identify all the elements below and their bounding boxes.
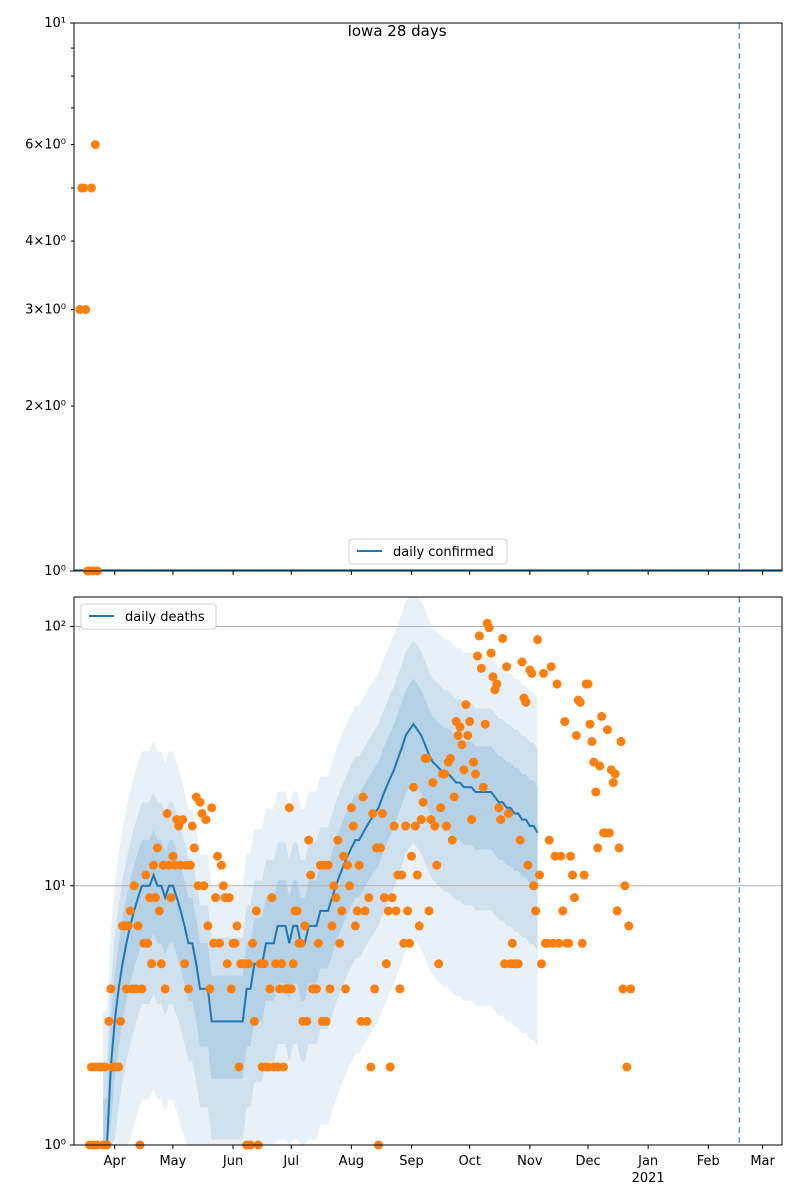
deaths-point [617, 737, 626, 746]
deaths-point [475, 631, 484, 640]
x-tick-label: Dec [575, 1154, 601, 1169]
deaths-point [351, 921, 360, 930]
deaths-point [603, 725, 612, 734]
deaths-point [424, 906, 433, 915]
deaths-point [304, 836, 313, 845]
deaths-point [331, 893, 340, 902]
deaths-point [609, 778, 618, 787]
deaths-point [157, 959, 166, 968]
deaths-point [155, 906, 164, 915]
confirmed-point [87, 183, 96, 192]
y-tick-label: 2×10⁰ [25, 399, 66, 415]
deaths-point [188, 822, 197, 831]
deaths-point [378, 809, 387, 818]
deaths-point [217, 861, 226, 870]
deaths-point [355, 861, 364, 870]
deaths-point [279, 1062, 288, 1071]
deaths-point [384, 906, 393, 915]
deaths-point [203, 921, 212, 930]
deaths-point [471, 769, 480, 778]
deaths-point [580, 871, 589, 880]
x-tick-label: Jan [638, 1154, 659, 1169]
deaths-point [469, 758, 478, 767]
deaths-point [492, 680, 501, 689]
deaths-point [415, 921, 424, 930]
deaths-point [362, 1017, 371, 1026]
x-tick-label: Jun [222, 1154, 244, 1169]
confirmed-point [81, 305, 90, 314]
chart-title: Iowa 28 days [347, 22, 447, 40]
deaths-point [539, 669, 548, 678]
deaths-point [376, 843, 385, 852]
deaths-point [518, 657, 527, 666]
deaths-point [413, 871, 422, 880]
deaths-point [521, 698, 530, 707]
deaths-point [479, 783, 488, 792]
deaths-point [572, 731, 581, 740]
deaths-point [360, 906, 369, 915]
confirmed-point [91, 140, 100, 149]
deaths-point [448, 836, 457, 845]
deaths-point [463, 731, 472, 740]
deaths-point [605, 828, 614, 837]
deaths-point [296, 939, 305, 948]
deaths-point [207, 803, 216, 812]
deaths-point [618, 984, 627, 993]
deaths-point [467, 815, 476, 824]
deaths-point [196, 798, 205, 807]
deaths-point [153, 843, 162, 852]
deaths-point [114, 1062, 123, 1071]
deaths-point [527, 669, 536, 678]
deaths-point [504, 809, 513, 818]
deaths-point [545, 836, 554, 845]
deaths-point [487, 649, 496, 658]
deaths-panel [44, 597, 782, 1186]
deaths-point [423, 754, 432, 763]
deaths-point [477, 664, 486, 673]
deaths-point [248, 939, 257, 948]
y-tick-label: 10² [44, 619, 66, 635]
x-tick-label: Aug [338, 1154, 365, 1169]
deaths-point [622, 1062, 631, 1071]
deaths-point [347, 803, 356, 812]
deaths-point [178, 815, 187, 824]
deaths-point [566, 852, 575, 861]
deaths-point [366, 1062, 375, 1071]
deaths-point [134, 921, 143, 930]
deaths-point [380, 893, 389, 902]
deaths-point [205, 984, 214, 993]
deaths-point [556, 852, 565, 861]
deaths-point [407, 852, 416, 861]
deaths-point [558, 906, 567, 915]
deaths-point [456, 722, 465, 731]
deaths-point [335, 939, 344, 948]
deaths-point [213, 852, 222, 861]
deaths-point [386, 1062, 395, 1071]
deaths-point [481, 720, 490, 729]
x-tick-label: Oct [458, 1154, 481, 1169]
x-tick-label: Jul [283, 1154, 300, 1169]
deaths-point [244, 959, 253, 968]
deaths-point [434, 959, 443, 968]
deaths-point [277, 959, 286, 968]
confirmed-panel [25, 16, 782, 579]
deaths-point [496, 815, 505, 824]
deaths-point [450, 793, 459, 802]
deaths-point [461, 700, 470, 709]
deaths-point [370, 984, 379, 993]
deaths-point [454, 731, 463, 740]
deaths-point [302, 1017, 311, 1026]
deaths-point [419, 798, 428, 807]
deaths-point [163, 809, 172, 818]
deaths-point [219, 881, 228, 890]
deaths-point [211, 893, 220, 902]
deaths-point [147, 959, 156, 968]
deaths-point [547, 662, 556, 671]
deaths-point [584, 680, 593, 689]
deaths-point [593, 843, 602, 852]
deaths-point [531, 906, 540, 915]
x-tick-label: Mar [750, 1154, 775, 1169]
deaths-point [560, 717, 569, 726]
deaths-point [322, 1017, 331, 1026]
deaths-point [409, 783, 418, 792]
deaths-point [442, 822, 451, 831]
deaths-point [339, 852, 348, 861]
deaths-point [552, 680, 561, 689]
deaths-point [306, 871, 315, 880]
deaths-point [293, 906, 302, 915]
deaths-point [199, 881, 208, 890]
deaths-point [329, 881, 338, 890]
deaths-point [529, 881, 538, 890]
deaths-point [232, 921, 241, 930]
deaths-point [124, 921, 133, 930]
deaths-point [516, 836, 525, 845]
deaths-point [615, 843, 624, 852]
deaths-point [428, 778, 437, 787]
deaths-point [440, 769, 449, 778]
deaths-point [578, 939, 587, 948]
deaths-point [168, 852, 177, 861]
deaths-point [343, 861, 352, 870]
deaths-point [591, 787, 600, 796]
x-tick-label: Feb [696, 1154, 720, 1169]
deaths-point [289, 959, 298, 968]
deaths-point [314, 939, 323, 948]
deaths-point [166, 893, 175, 902]
deaths-point [359, 793, 368, 802]
deaths-point [498, 634, 507, 643]
deaths-point [250, 1017, 259, 1026]
deaths-point [620, 881, 629, 890]
deaths-point [285, 803, 294, 812]
deaths-point [626, 984, 635, 993]
deaths-point [327, 921, 336, 930]
deaths-point [230, 939, 239, 948]
deaths-point [537, 959, 546, 968]
deaths-point [395, 984, 404, 993]
deaths-point [391, 906, 400, 915]
y-tick-label: 4×10⁰ [25, 234, 66, 250]
deaths-point [116, 1017, 125, 1026]
deaths-point [403, 906, 412, 915]
deaths-point [459, 765, 468, 774]
deaths-point [397, 871, 406, 880]
deaths-point [324, 861, 333, 870]
deaths-point [611, 769, 620, 778]
y-tick-label: 10⁰ [44, 1138, 66, 1153]
deaths-point [215, 939, 224, 948]
deaths-point [597, 712, 606, 721]
deaths-point [201, 815, 210, 824]
y-tick-label: 10⁰ [44, 564, 66, 579]
deaths-point [267, 893, 276, 902]
deaths-point [161, 984, 170, 993]
x-tick-label: May [159, 1154, 187, 1169]
deaths-point [554, 939, 563, 948]
y-tick-label: 10¹ [44, 16, 66, 31]
deaths-point [465, 717, 474, 726]
deaths-point [287, 984, 296, 993]
deaths-point [223, 959, 232, 968]
x-year-label: 2021 [631, 1171, 665, 1186]
deaths-point [234, 1062, 243, 1071]
y-tick-label: 6×10⁰ [25, 137, 66, 153]
deaths-point [364, 893, 373, 902]
deaths-point [101, 1062, 110, 1071]
deaths-point [570, 893, 579, 902]
deaths-point [390, 822, 399, 831]
deaths-point [265, 984, 274, 993]
deaths-point [141, 871, 150, 880]
legend-label: daily deaths [125, 610, 205, 625]
deaths-point [184, 984, 193, 993]
deaths-point [130, 881, 139, 890]
deaths-point [401, 822, 410, 831]
plot-frame [74, 23, 782, 571]
deaths-point [587, 737, 596, 746]
deaths-point [349, 822, 358, 831]
deaths-point [137, 984, 146, 993]
deaths-point [564, 939, 573, 948]
deaths-point [353, 906, 362, 915]
x-tick-label: Apr [103, 1154, 126, 1169]
deaths-point [225, 893, 234, 902]
deaths-point [312, 984, 321, 993]
deaths-point [388, 893, 397, 902]
deaths-point [624, 921, 633, 930]
deaths-point [106, 984, 115, 993]
deaths-point [535, 871, 544, 880]
deaths-point [149, 861, 158, 870]
deaths-point [252, 906, 261, 915]
deaths-point [585, 720, 594, 729]
deaths-point [417, 815, 426, 824]
deaths-point [405, 939, 414, 948]
deaths-point [382, 959, 391, 968]
deaths-point [190, 843, 199, 852]
confirmed-point [79, 183, 88, 192]
deaths-point [514, 959, 523, 968]
deaths-point [432, 861, 441, 870]
deaths-point [446, 754, 455, 763]
deaths-point [595, 761, 604, 770]
deaths-point [186, 861, 195, 870]
x-tick-label: Nov [517, 1154, 543, 1169]
deaths-point [151, 893, 160, 902]
deaths-point [576, 698, 585, 707]
deaths-point [345, 881, 354, 890]
deaths-point [494, 803, 503, 812]
deaths-point [523, 861, 532, 870]
deaths-point [368, 809, 377, 818]
x-tick-label: Sep [399, 1154, 424, 1169]
deaths-point [485, 623, 494, 632]
deaths-point [126, 906, 135, 915]
deaths-point [613, 906, 622, 915]
deaths-point [457, 740, 466, 749]
deaths-point [341, 984, 350, 993]
deaths-point [508, 939, 517, 948]
deaths-point [436, 803, 445, 812]
deaths-point [227, 984, 236, 993]
deaths-point [143, 939, 152, 948]
deaths-point [533, 635, 542, 644]
deaths-point [337, 906, 346, 915]
legend-label: daily confirmed [393, 545, 494, 560]
deaths-point [502, 662, 511, 671]
deaths-point [300, 921, 309, 930]
deaths-point [430, 822, 439, 831]
y-tick-label: 10¹ [44, 878, 66, 894]
deaths-point [326, 984, 335, 993]
deaths-point [568, 871, 577, 880]
deaths-point [260, 959, 269, 968]
y-tick-label: 3×10⁰ [25, 302, 66, 318]
deaths-point [104, 1017, 113, 1026]
deaths-point [473, 651, 482, 660]
deaths-point [333, 836, 342, 845]
deaths-point [180, 959, 189, 968]
